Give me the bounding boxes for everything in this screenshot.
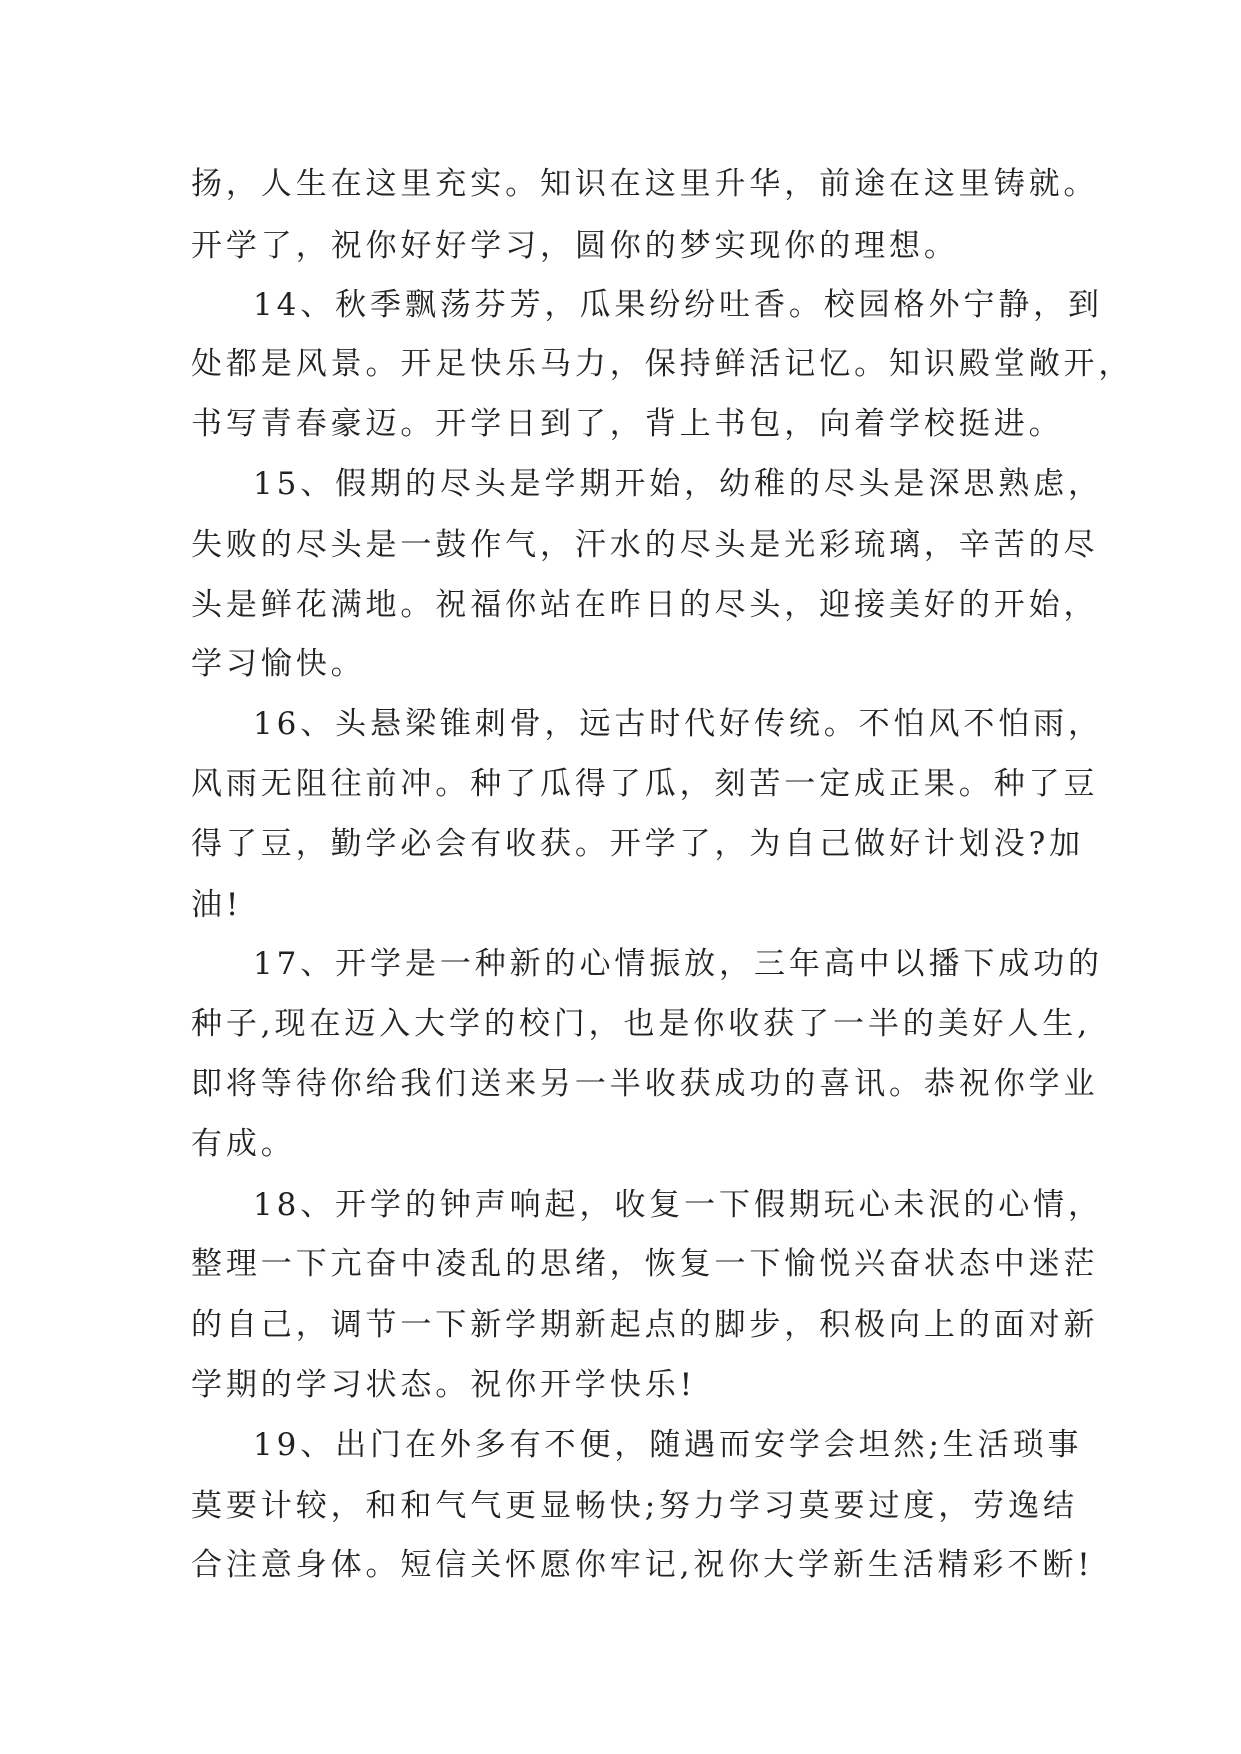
text-line: 14、秋季飘荡芬芳，瓜果纷纷吐香。校园格外宁静，到: [253, 287, 1103, 323]
text-line: 学习愉快。: [191, 646, 366, 682]
text-line: 风雨无阻往前冲。种了瓜得了瓜，刻苦一定成正果。种了豆: [191, 766, 1099, 802]
text-line: 有成。: [191, 1126, 296, 1162]
text-line: 学期的学习状态。祝你开学快乐!: [191, 1367, 696, 1403]
text-line: 合注意身体。短信关怀愿你牢记,祝你大学新生活精彩不断!: [191, 1547, 1094, 1583]
text-line: 处都是风景。开足快乐马力，保持鲜活记忆。知识殿堂敞开，: [191, 346, 1134, 382]
text-line: 扬，人生在这里充实。知识在这里升华，前途在这里铸就。: [191, 166, 1099, 202]
text-line: 15、假期的尽头是学期开始，幼稚的尽头是深思熟虑，: [253, 466, 1103, 502]
text-line: 18、开学的钟声响起，收复一下假期玩心未泯的心情，: [253, 1187, 1103, 1223]
text-line: 的自己，调节一下新学期新起点的脚步，积极向上的面对新: [191, 1307, 1099, 1343]
text-line: 16、头悬梁锥刺骨，远古时代好传统。不怕风不怕雨，: [253, 706, 1103, 742]
text-line: 种子,现在迈入大学的校门，也是你收获了一半的美好人生,: [191, 1006, 1092, 1042]
text-line: 油!: [191, 887, 243, 923]
text-line: 头是鲜花满地。祝福你站在昨日的尽头，迎接美好的开始，: [191, 587, 1099, 623]
text-line: 书写青春豪迈。开学日到了，背上书包，向着学校挺进。: [191, 406, 1064, 442]
text-line: 17、开学是一种新的心情振放，三年高中以播下成功的: [253, 946, 1103, 982]
text-line: 莫要计较，和和气气更显畅快;努力学习莫要过度，劳逸结: [191, 1488, 1078, 1524]
text-line: 开学了，祝你好好学习，圆你的梦实现你的理想。: [191, 228, 959, 264]
text-line: 得了豆，勤学必会有收获。开学了，为自己做好计划没?加: [191, 826, 1085, 862]
text-line: 即将等待你给我们送来另一半收获成功的喜讯。恭祝你学业: [191, 1066, 1099, 1102]
text-line: 19、出门在外多有不便，随遇而安学会坦然;生活琐事: [253, 1427, 1083, 1463]
text-line: 整理一下亢奋中凌乱的思绪，恢复一下愉悦兴奋状态中迷茫: [191, 1246, 1099, 1282]
text-line: 失败的尽头是一鼓作气，汗水的尽头是光彩琉璃，辛苦的尽: [191, 527, 1099, 563]
